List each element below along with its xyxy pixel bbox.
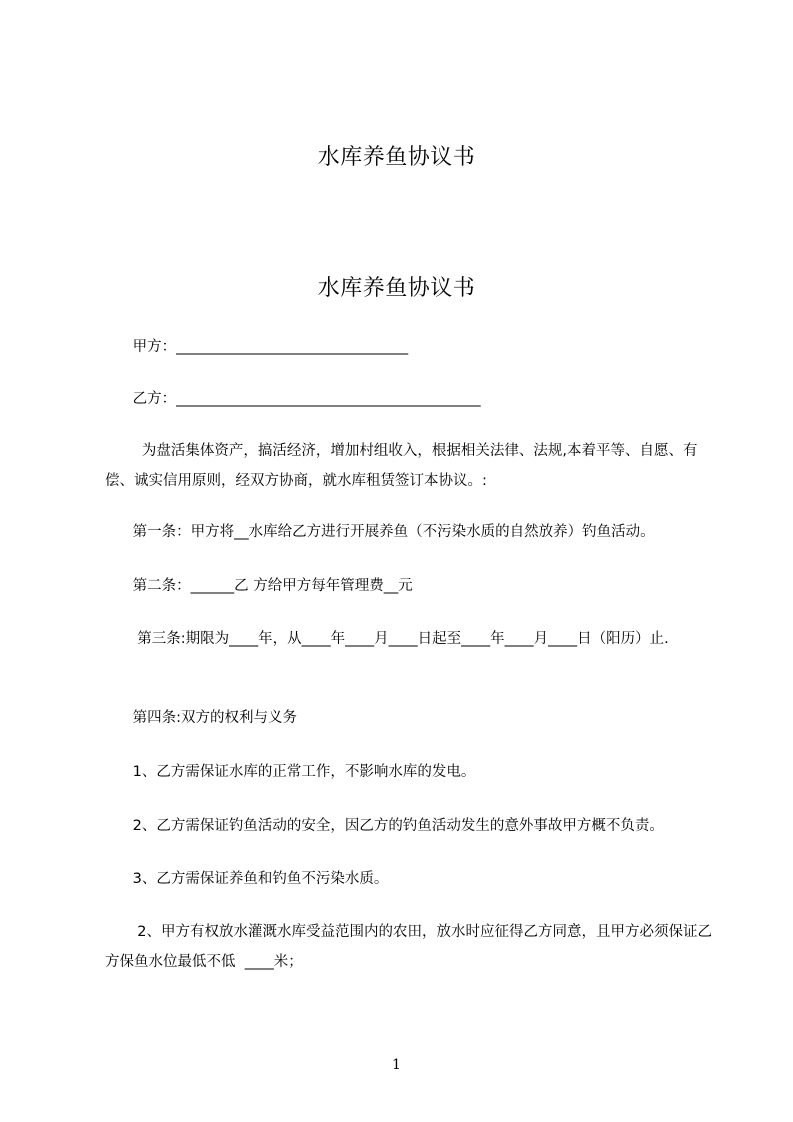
- obligation-item-4: 2、甲方有权放水灌溉水库受益范围内的农田，放水时应征得乙方同意，且甲方必须保证乙方保鱼水位最低不低 ____米；: [105, 924, 712, 970]
- page-number: 1: [392, 1057, 401, 1073]
- article-4: 第四条:双方的权利与义务: [105, 710, 298, 726]
- party-b-line: 乙方：__________________________________________: [105, 391, 481, 407]
- obligation-item-3: 3、乙方需保证养鱼和钓鱼不污染水质。: [105, 871, 389, 887]
- obligation-item-2: 2、乙方需保证钓鱼活动的安全，因乙方的钓鱼活动发生的意外事故甲方概不负责。: [105, 818, 664, 834]
- article-2: 第二条：______乙 方给甲方每年管理费__元: [105, 578, 413, 594]
- document-title: 水库养鱼协议书: [317, 276, 476, 301]
- obligation-item-1: 1、乙方需保证水库的正常工作，不影响水库的发电。: [105, 764, 476, 780]
- cover-title: 水库养鱼协议书: [317, 145, 476, 170]
- article-1: 第一条：甲方将__水库给乙方进行开展养鱼（不污染水质的自然放养）钓鱼活动。: [105, 524, 655, 540]
- preamble-paragraph: 为盘活集体资产，搞活经济，增加村组收入，根据相关法律、法规,本着平等、自愿、有偿、诚实信用原则，经双方协商，就水库租赁签订本协议。:: [105, 443, 698, 489]
- article-3: 第三条:期限为____年，从____年____月____日起至____年____月____日（阳历）止.: [105, 631, 669, 647]
- party-a-line: 甲方：________________________________: [105, 339, 409, 355]
